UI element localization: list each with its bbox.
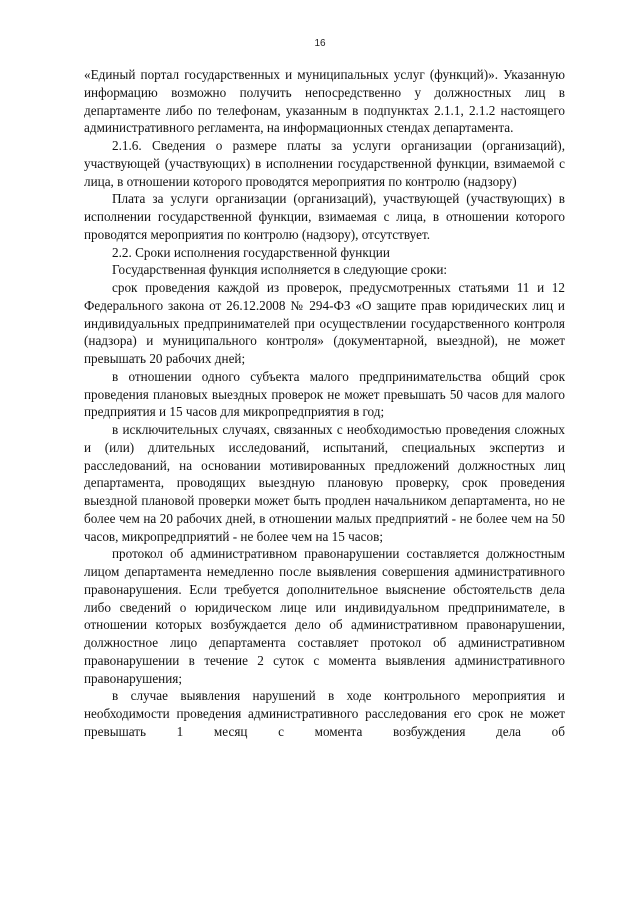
paragraph-section-2-1-6-heading: 2.1.6. Сведения о размере платы за услуги организации (организаций), участвующей (участвующих) в исполнении государственной функции, взимаемой с лица, в отношении которого проводятся мероприятия по контролю (надзору) xyxy=(84,138,565,189)
paragraph-portal-info: «Единый портал государственных и муниципальных услуг (функций)». Указанную информацию возможно получить непосредственно у должностных лиц в департаменте либо по телефонам, указанным в подпунктах 2.1.1, 2.1.2 настоящего административного регламента, на информационных стендах департамента. xyxy=(84,67,565,136)
paragraph-fee-absence: Плата за услуги организации (организаций), участвующей (участвующих) в исполнении государственной функции, взимаемая с лица, в отношении которого проводятся мероприятия по контролю (надзору), отсутствует. xyxy=(84,191,565,242)
document-body xyxy=(84,66,565,741)
paragraph-section-2-2-heading: 2.2. Сроки исполнения государственной функции xyxy=(112,244,390,260)
paragraph-exceptional-cases: в исключительных случаях, связанных с необходимостью проведения сложных и (или) длительных исследований, испытаний, специальных экспертиз и расследований, на основании мотивированных предложений должностных лиц департамента, проводящих выездную плановую проверку, срок проведения выездной плановой проверки может быть продлен начальником департамента, но не более чем на 20 рабочих дней, в отношении малых предприятий - не более чем на 50 часов, микропредприятий - не более чем на 15 часов; xyxy=(84,422,565,544)
paragraph-terms-intro: Государственная функция исполняется в следующие сроки: xyxy=(112,262,448,278)
paragraph-protocol-term: протокол об административном правонарушении составляется должностным лицом департамента немедленно после выявления совершения административного правонарушения. Если требуется дополнительное выяснение обстоятельств дела либо сведений о юридическом лице или индивидуальном предпринимателе, в отношении которых возбуждается дело об административном правонарушении, должностное лицо департамента составляет протокол об административном правонарушении в течение 2 суток с момента выявления административного правонарушения; xyxy=(84,546,565,686)
paragraph-small-business-term: в отношении одного субъекта малого предпринимательства общий срок проведения плановых выездных проверок не может превышать 50 часов для малого предприятия и 15 часов для микропредприятия в год; xyxy=(84,368,565,420)
paragraph-investigation-term: в случае выявления нарушений в ходе контрольного мероприятия и необходимости проведения административного расследования его срок не может превышать 1 месяц с момента возбуждения дела об xyxy=(84,688,565,739)
page-number: 16 xyxy=(314,38,326,49)
paragraph-inspection-term: срок проведения каждой из проверок, предусмотренных статьями 11 и 12 Федерального закона от 26.12.2008 № 294-ФЗ «О защите прав юридических лиц и индивидуальных предпринимателей при осуществлении государственного контроля (надзора) и муниципального контроля» (документарной, выездной), не может превышать 20 рабочих дней; xyxy=(84,280,565,366)
